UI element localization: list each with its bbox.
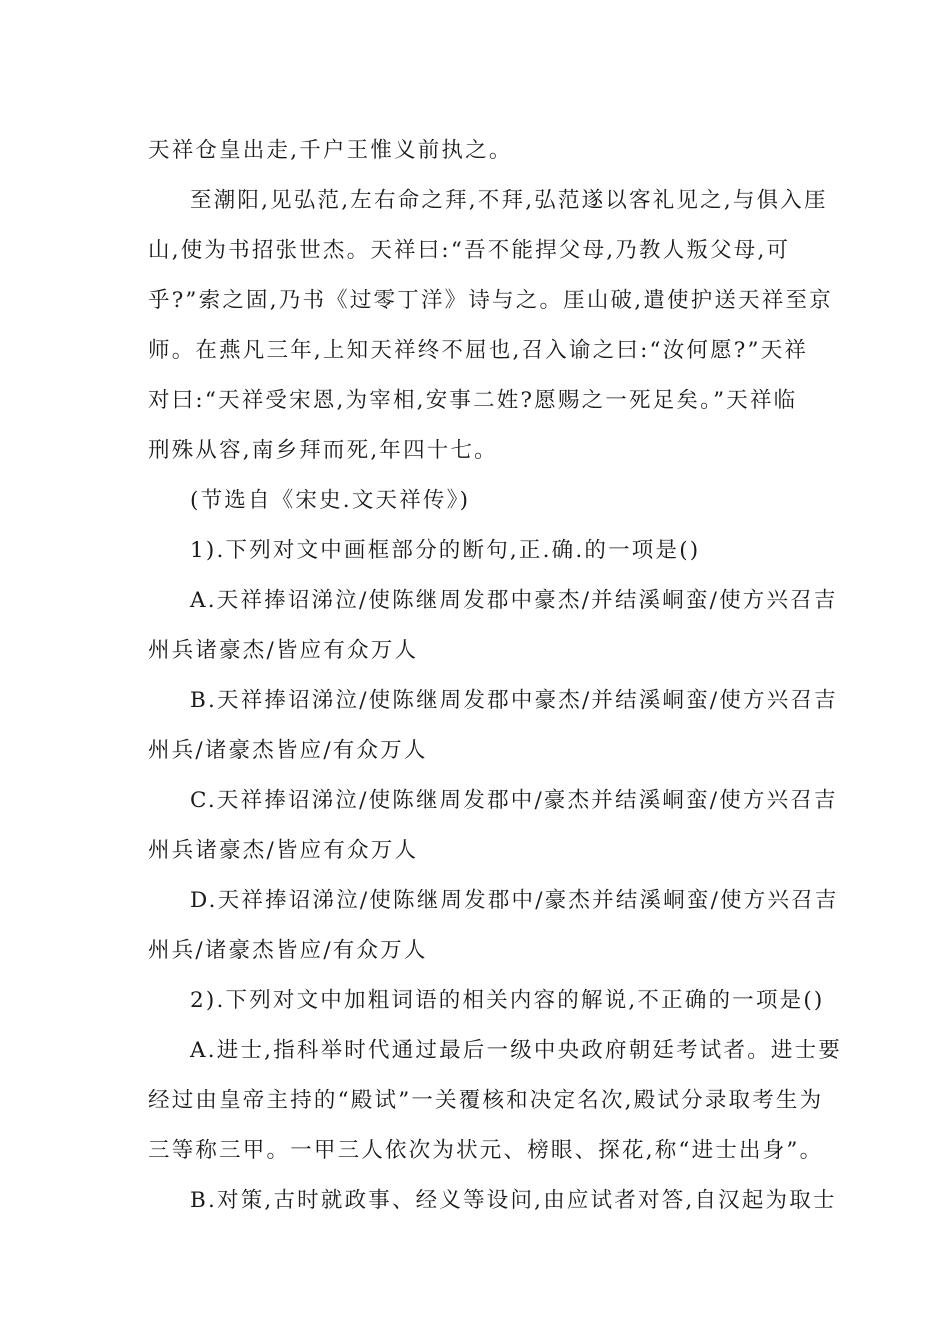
option-1b-cont: 州兵/诸豪杰皆应/有众万人	[148, 738, 428, 763]
option-1c-cont: 州兵诸豪杰/皆应有众万人	[148, 838, 419, 863]
option-2a-cont: 三等称三甲。一甲三人依次为状元、榜眼、探花,称“进士出身”。	[148, 1138, 824, 1163]
option-2a: A.进士,指科举时代通过最后一级中央政府朝廷考试者。进士要	[190, 1038, 842, 1063]
paragraph-line: 对曰:“天祥受宋恩,为宰相,安事二姓?愿赐之一死足矣。”天祥临	[148, 388, 798, 413]
paragraph-line: 刑殊从容,南乡拜而死,年四十七。	[148, 438, 498, 463]
option-1c: C.天祥捧诏涕泣/使陈继周发郡中/豪杰并结溪峒蛮/使方兴召吉	[190, 788, 838, 813]
option-2a-cont: 经过由皇帝主持的“殿试”一关覆核和决定名次,殿试分录取考生为	[148, 1088, 824, 1113]
paragraph-line: 乎?”索之固,乃书《过零丁洋》诗与之。厓山破,遣使护送天祥至京	[148, 288, 833, 313]
question-1: 1).下列对文中画框部分的断句,正.确.的一项是()	[190, 538, 701, 563]
paragraph-line: 至潮阳,见弘范,左右命之拜,不拜,弘范遂以客礼见之,与俱入厓	[190, 188, 828, 213]
option-1b: B.天祥捧诏涕泣/使陈继周发郡中豪杰/并结溪峒蛮/使方兴召吉	[190, 688, 838, 713]
option-1d-cont: 州兵/诸豪杰皆应/有众万人	[148, 938, 428, 963]
paragraph-line: 山,使为书招张世杰。天祥曰:“吾不能捍父母,乃教人叛父母,可	[148, 238, 791, 263]
option-1a-cont: 州兵诸豪杰/皆应有众万人	[148, 638, 419, 663]
paragraph-line: 天祥仓皇出走,千户王惟义前执之。	[148, 138, 513, 163]
option-1d: D.天祥捧诏涕泣/使陈继周发郡中/豪杰并结溪峒蛮/使方兴召吉	[190, 888, 839, 913]
source-citation: (节选自《宋史.文天祥传》)	[190, 488, 471, 513]
option-1a: A.天祥捧诏涕泣/使陈继周发郡中豪杰/并结溪峒蛮/使方兴召吉	[190, 588, 838, 613]
option-2b: B.对策,古时就政事、经义等设问,由应试者对答,自汉起为取士	[190, 1188, 837, 1213]
paragraph-line: 师。在燕凡三年,上知天祥终不屈也,召入谕之曰:“汝何愿?”天祥	[148, 338, 809, 363]
question-2: 2).下列对文中加粗词语的相关内容的解说,不正确的一项是()	[190, 988, 825, 1013]
